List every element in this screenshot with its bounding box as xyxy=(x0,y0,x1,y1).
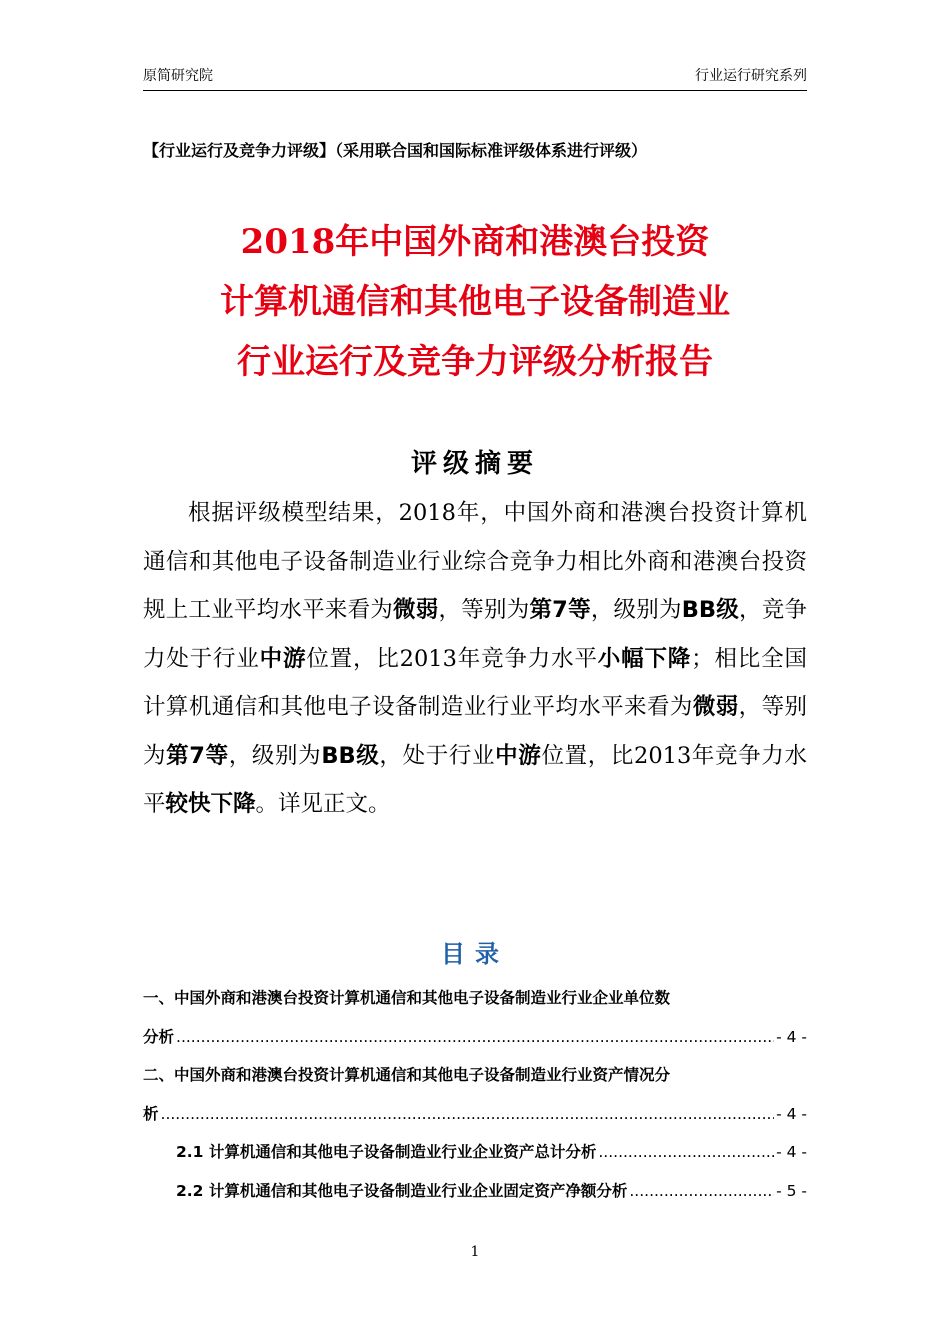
summary-emphasis: 较快下降 xyxy=(165,791,256,817)
summary-emphasis: 中游 xyxy=(495,742,542,769)
page-header xyxy=(143,66,807,91)
toc-entry[interactable] xyxy=(143,1179,807,1218)
report-title xyxy=(143,212,807,392)
summary-emphasis: 中游 xyxy=(259,645,307,672)
title-line-3: 行业运行及竞争力评级分析报告 xyxy=(237,342,713,382)
table-of-contents xyxy=(143,986,807,1217)
summary-paragraph xyxy=(143,489,807,829)
summary-text: ，处于行业 xyxy=(379,742,496,769)
toc-page-number[interactable]: - 4 - xyxy=(776,1143,807,1161)
header-publisher: 原简研究院 xyxy=(143,68,213,84)
toc-entry[interactable] xyxy=(143,986,807,1063)
summary-emphasis: 微弱 xyxy=(692,694,739,720)
summary-text: ，级别为 xyxy=(590,597,682,623)
toc-leader-dots xyxy=(176,1028,774,1046)
summary-body xyxy=(143,489,807,829)
summary-emphasis: BB级 xyxy=(681,597,740,623)
summary-emphasis: BB级 xyxy=(321,742,380,769)
toc-leader-dots xyxy=(161,1105,775,1123)
toc-leader-dots xyxy=(629,1182,774,1200)
page-number: 1 xyxy=(470,1244,480,1260)
toc-entry-label[interactable]: 2.2 计算机通信和其他电子设备制造业行业企业固定资产净额分析 xyxy=(176,1181,628,1200)
rating-tag-line: 【行业运行及竞争力评级】（采用联合国和国际标准评级体系进行评级） xyxy=(143,141,648,160)
title-line-1: 2018年中国外商和港澳台投资 xyxy=(240,222,710,262)
toc-page-number[interactable]: - 5 - xyxy=(776,1181,807,1200)
summary-text: ；相比全国计算机通信和其他电子设备制造业行业平均水平来看为 xyxy=(143,645,807,720)
toc-entry-title[interactable]: 二、中国外商和港澳台投资计算机通信和其他电子设备制造业行业资产情况分 xyxy=(143,1066,671,1084)
toc-entry-title[interactable]: 一、中国外商和港澳台投资计算机通信和其他电子设备制造业行业企业单位数 xyxy=(143,989,671,1007)
toc-page-number[interactable]: - 4 - xyxy=(776,1104,807,1123)
summary-emphasis: 第7等 xyxy=(166,742,229,769)
header-series: 行业运行研究系列 xyxy=(695,68,807,84)
summary-text: ，等别为 xyxy=(438,597,530,623)
title-line-2: 计算机通信和其他电子设备制造业 xyxy=(220,282,730,322)
summary-emphasis: 第7等 xyxy=(529,597,591,623)
summary-text: ，等别为 xyxy=(143,694,807,769)
summary-heading: 评级摘要 xyxy=(410,449,539,479)
toc-leader-dots xyxy=(598,1143,774,1161)
toc-entry-label[interactable]: 析 xyxy=(143,1104,159,1123)
toc-page-number[interactable]: - 4 - xyxy=(776,1027,807,1046)
summary-text: 位置，比2013年竞争力水平 xyxy=(306,645,598,672)
toc-entry[interactable] xyxy=(143,1063,807,1140)
summary-text: ，竞争力处于行业 xyxy=(143,597,807,672)
summary-text: 。详见正文。 xyxy=(255,791,391,817)
toc-entry-label[interactable]: 分析 xyxy=(143,1027,175,1046)
toc-heading: 目录 xyxy=(441,940,509,968)
summary-text: 位置，比2013年竞争力水平 xyxy=(143,742,807,817)
toc-entry[interactable] xyxy=(143,1140,807,1179)
summary-text: 根据评级模型结果，2018年，中国外商和港澳台投资计算机通信和其他电子设备制造业行业综合竞争力相比外商和港澳台投资规上工业平均水平来看为 xyxy=(143,500,807,623)
summary-text: ，级别为 xyxy=(228,742,322,769)
summary-emphasis: 微弱 xyxy=(393,597,439,623)
summary-emphasis: 小幅下降 xyxy=(597,645,692,672)
toc-entry-label[interactable]: 2.1 计算机通信和其他电子设备制造业行业企业资产总计分析 xyxy=(176,1143,597,1161)
